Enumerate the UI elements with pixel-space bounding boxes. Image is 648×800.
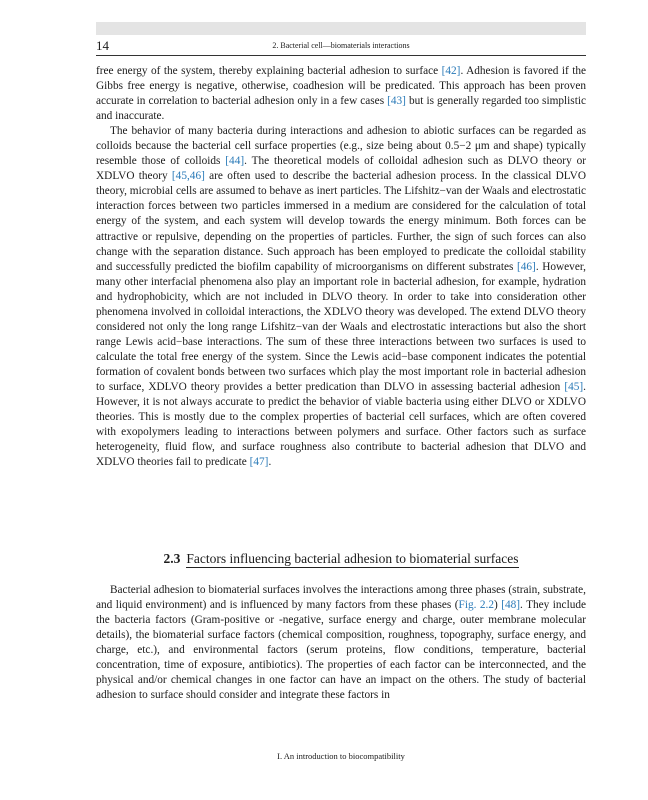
citation-42[interactable]: [42] — [441, 65, 461, 77]
citation-46[interactable]: [46] — [516, 260, 536, 273]
text-span: Bacterial adhesion to biomaterial surfaces involves the interactions among three phases (strain, substrate, and liquid environment) and is influenced by many factors from these phases ( — [96, 584, 586, 612]
running-title: 2. Bacterial cell—biomaterials interactions — [272, 41, 410, 50]
header-rule — [96, 55, 586, 56]
text-span: free energy of the system, thereby explaining bacterial adhesion to surface — [96, 65, 442, 77]
section-number: 2.3 — [163, 551, 181, 566]
page-number: 14 — [96, 38, 109, 53]
text-span: . The theoretical models of colloidal adhesion such as DLVO theory or XDLVO theory — [96, 155, 587, 183]
text-span: but is generally regarded too simplistic and inaccurate. — [96, 95, 586, 123]
citation-47[interactable]: [47] — [249, 456, 269, 469]
text-span: . — [268, 456, 272, 469]
text-span: . They include the bacteria factors (Gram-positive or -negative, surface energy and charge, outer membrane molecular details), the biomaterial surface factors (chemical composition, roughness, topography, surface energy, and charge, etc.), and environmental factors (serum proteins, flow conditions, temperature, bacterial concentration, time of exposure, antibiotics). The properties of each factor can be interconnected, and the physical and/or chemical changes in one factor can have an impact on the others. The study of bacterial adhesion to surface should consider and integrate these factors in — [96, 599, 587, 702]
text-span: The behavior of many bacteria during interactions and adhesion to abiotic surfaces can be regarded as colloids because the bacterial cell surface properties (e.g., size being about 0.5−2 μm and shape) typically resemble those of colloids — [96, 125, 586, 168]
text-span: are often used to describe the bacterial adhesion process. In the classical DLVO theory, microbial cells are assumed to behave as inert particles. The Lifshitz−van der Waals and electrostatic interaction forces between two particles immersed in a medium are considered for the calculation of total energy of the system, and each system will develop towards the energy minimum. Both forces can be attractive or repulsive, depending on the properties of particles. Further, the sign of such forces can also change with the separation distance. Such approach has been employed to predicate the colloidal stability and successfully predicted the biofilm capability of microorganisms on different substrates — [96, 170, 586, 273]
text-span: . Adhesion is favored if the Gibbs free energy is negative, otherwise, coadhesion will be predicated. This approach has been proven accurate in correlation to bacterial adhesion only in a few cases — [96, 65, 586, 108]
paragraph-2 — [96, 124, 586, 470]
body-text-upper — [96, 64, 586, 470]
section-title: Factors influencing bacterial adhesion to biomaterial surfaces — [186, 551, 519, 566]
text-span: ) — [494, 599, 502, 612]
citation-48[interactable]: [48] — [501, 599, 521, 612]
citation-43[interactable]: [43] — [387, 95, 406, 108]
citation-44[interactable]: [44] — [225, 155, 245, 168]
top-gray-band — [96, 22, 586, 35]
body-text-lower — [96, 583, 586, 703]
page-header — [96, 36, 586, 56]
paragraph-3 — [96, 583, 586, 703]
citation-45-46[interactable]: [45,46] — [171, 170, 205, 183]
paragraph-1 — [96, 64, 586, 124]
citation-45[interactable]: [45] — [564, 380, 584, 393]
text-span: . However, it is not always accurate to predict the behavior of viable bacteria using either DLVO or XDLVO theories. This is mostly due to the complex properties of bacterial cell surfaces, which are often covered with exopolymers leading to interactions between polymers and surface. Other factors such as surface heterogeneity, fluid flow, and surface roughness also contribute to bacterial adhesion that DLVO and XDLVO theories fail to predicate — [96, 380, 586, 469]
section-heading — [96, 551, 586, 567]
figure-link-2-2[interactable]: Fig. 2.2 — [458, 599, 494, 612]
text-span: . However, many other interfacial phenomena also play an important role in bacterial adhesion, for example, hydration and hydrophobicity, which are not included in DLVO theory. In order to take into consideration other phenomena involved in colloidal interactions, the XDLVO theory was developed. The extend DLVO theory considered not only the long range Lifshitz−van der Waals and electrostatic interactions but also the short range Lewis acid−base interactions. The sum of these three interactions between two surfaces is used to calculate the total free energy of the system. Since the Lewis acid−base component indicates the potential formation of covalent bonds between two surfaces which play the most important role in bacterial adhesion to surface, XDLVO theory provides a better predication than DLVO in assessing bacterial adhesion — [96, 260, 586, 393]
page-footer: I. An introduction to biocompatibility — [277, 751, 405, 761]
